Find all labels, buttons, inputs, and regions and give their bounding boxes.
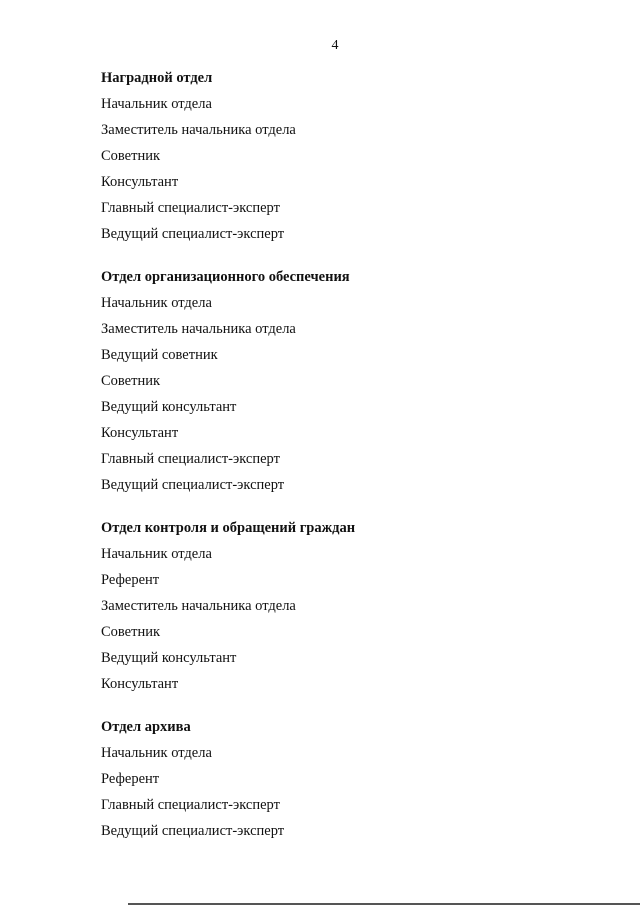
position-item: Референт: [101, 572, 160, 588]
position-item: Ведущий специалист-эксперт: [101, 823, 285, 839]
department-title: Наградной отдел: [101, 70, 213, 86]
position-item: Главный специалист-эксперт: [101, 451, 280, 467]
position-item: Консультант: [101, 676, 179, 692]
position-item: Ведущий консультант: [101, 650, 237, 666]
position-item: Ведущий специалист-эксперт: [101, 477, 285, 493]
department-title: Отдел контроля и обращений граждан: [101, 520, 356, 536]
position-item: Начальник отдела: [101, 96, 212, 112]
position-item: Ведущий консультант: [101, 399, 237, 415]
department-section: [101, 268, 621, 502]
department-title: Отдел организационного обеспечения: [101, 269, 350, 285]
department-section: [101, 69, 621, 251]
page-number: 4: [331, 38, 339, 53]
position-item: Главный специалист-эксперт: [101, 200, 280, 216]
department-section: [101, 718, 621, 848]
position-item: Начальник отдела: [101, 546, 212, 562]
position-item: Советник: [101, 373, 161, 389]
position-item: Ведущий специалист-эксперт: [101, 226, 285, 242]
position-item: Консультант: [101, 174, 179, 190]
position-item: Главный специалист-эксперт: [101, 797, 280, 813]
position-item: Начальник отдела: [101, 295, 212, 311]
position-item: Заместитель начальника отдела: [101, 122, 296, 138]
position-item: Консультант: [101, 425, 179, 441]
position-item: Советник: [101, 148, 161, 164]
position-item: Заместитель начальника отдела: [101, 598, 296, 614]
position-item: Начальник отдела: [101, 745, 212, 761]
position-item: Ведущий советник: [101, 347, 218, 363]
document-body: [101, 69, 621, 848]
position-item: Заместитель начальника отдела: [101, 321, 296, 337]
position-item: Советник: [101, 624, 161, 640]
department-title: Отдел архива: [101, 719, 191, 735]
position-item: Референт: [101, 771, 160, 787]
department-section: [101, 519, 621, 701]
